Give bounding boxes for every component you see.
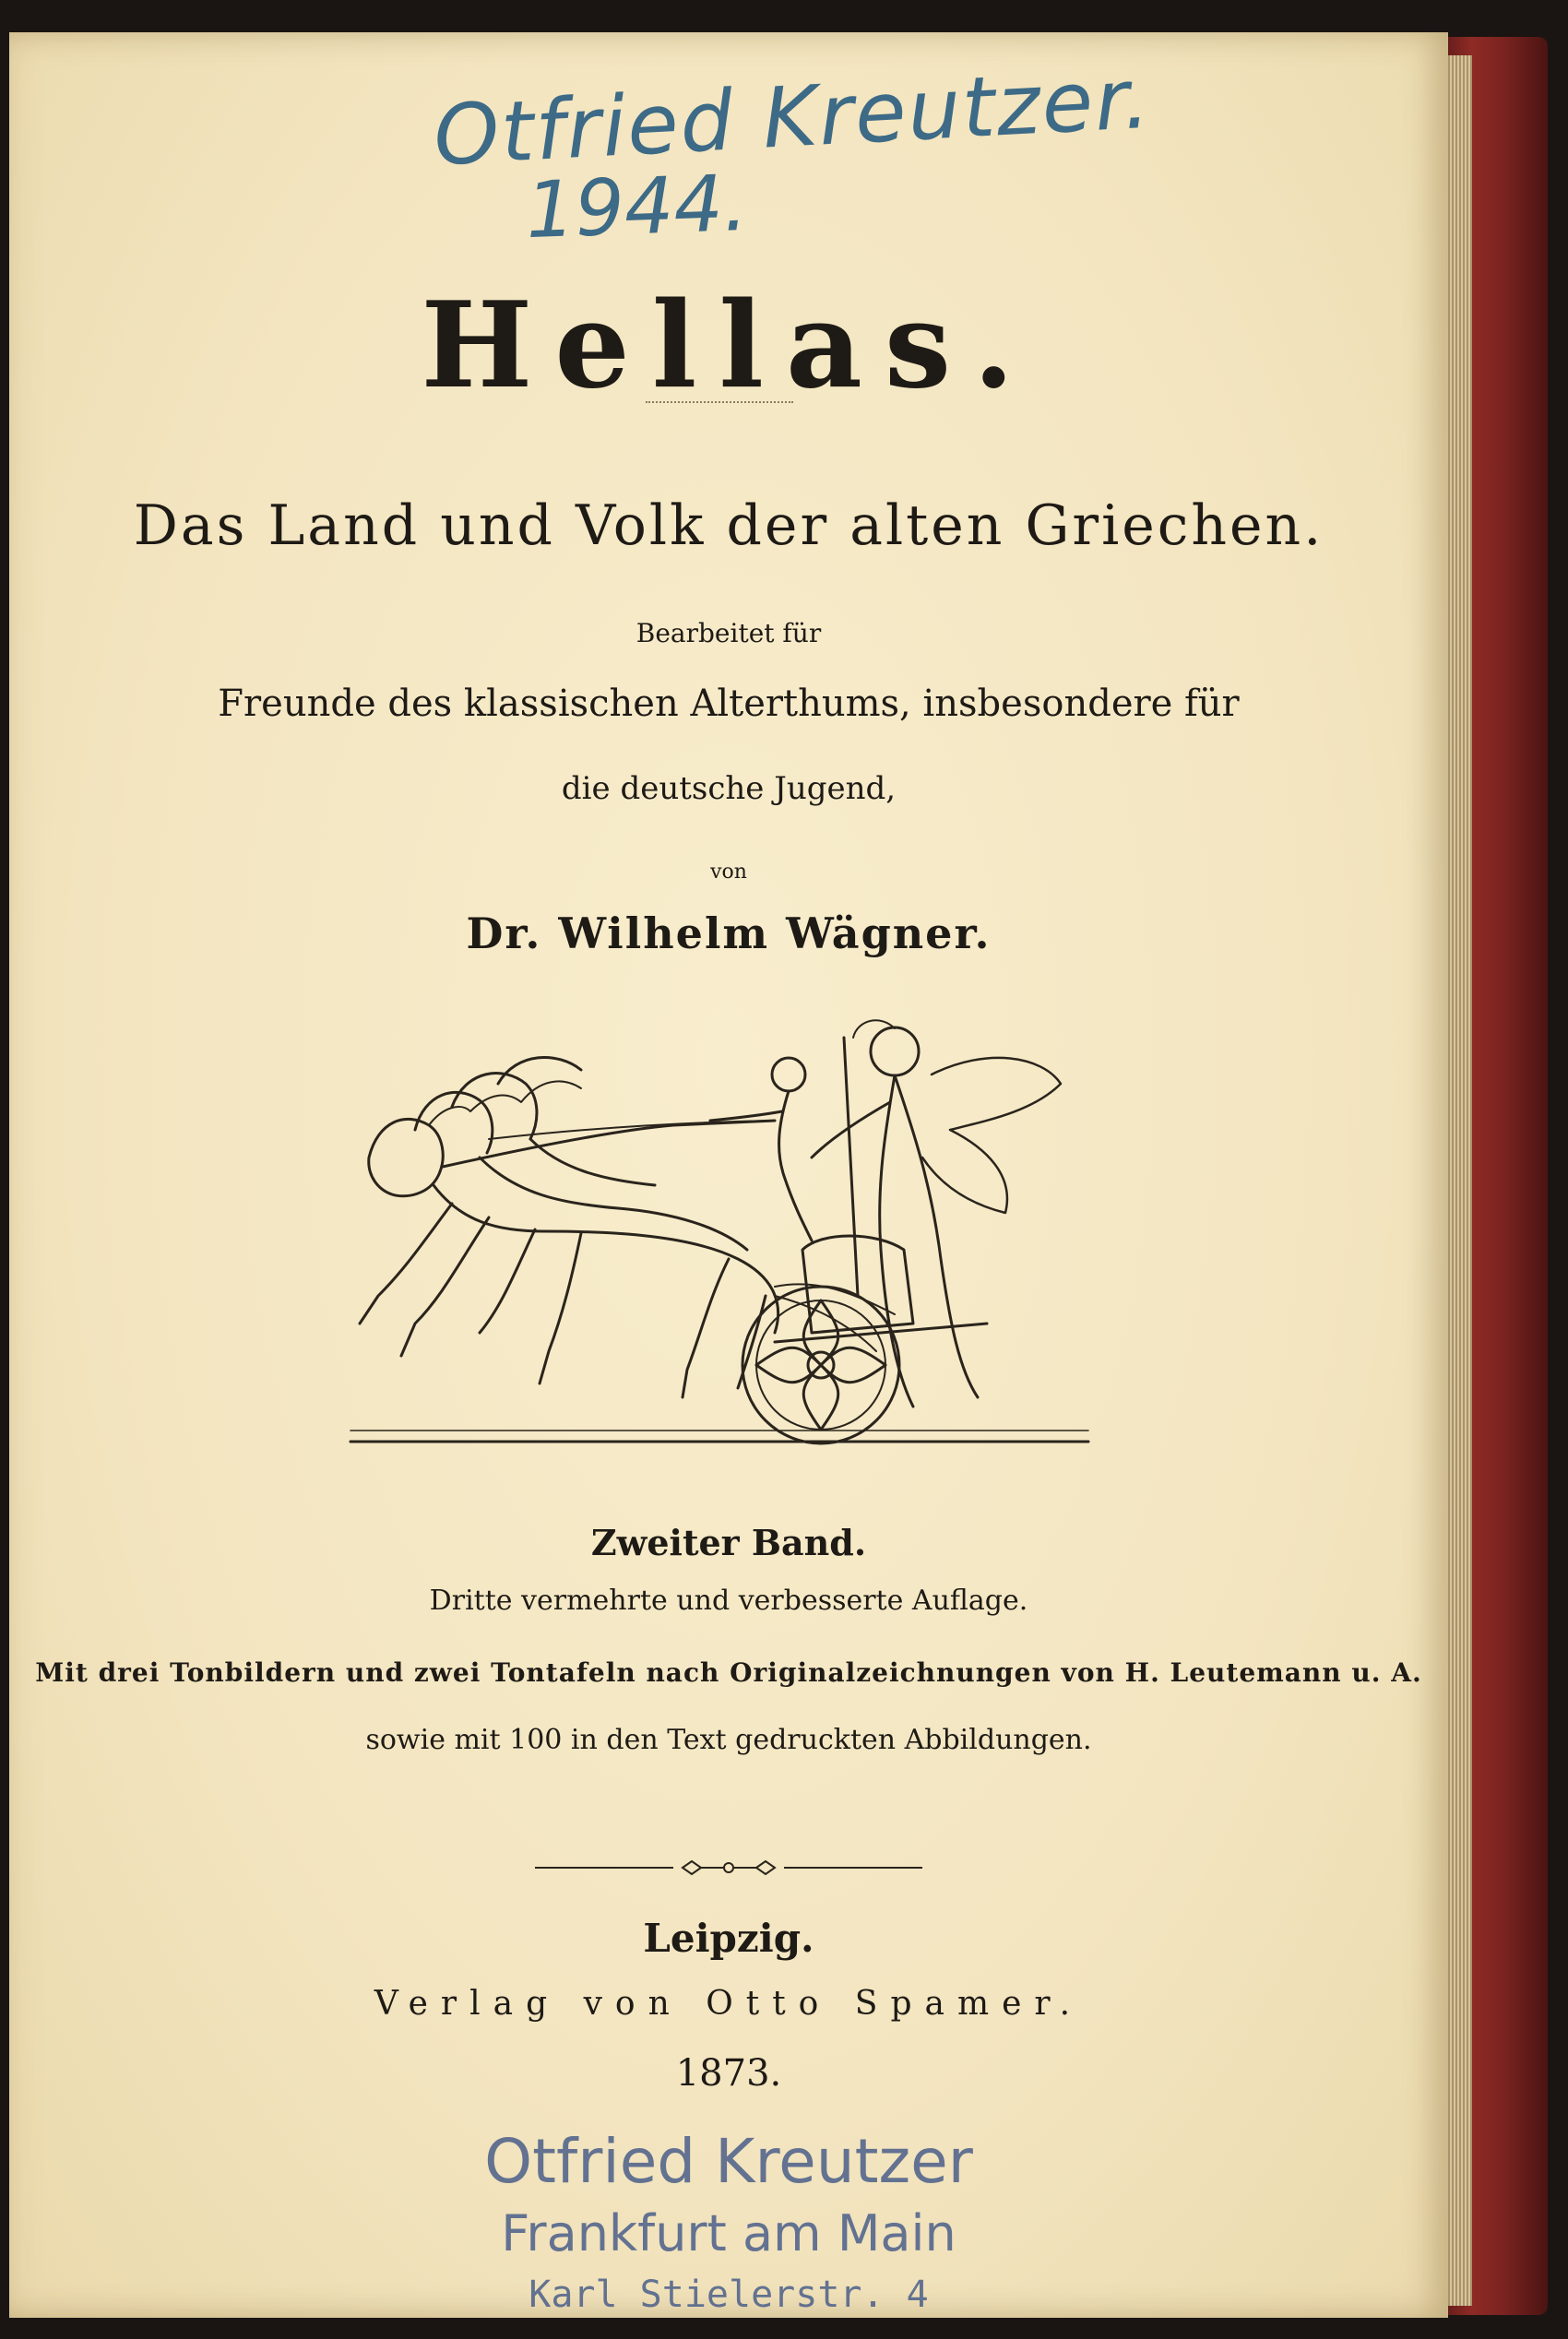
handwritten-owner-name: Otfried Kreutzer. (431, 50, 1154, 185)
title-page (9, 32, 1448, 2318)
handwritten-year: 1944. (524, 157, 750, 256)
text-figures-line: sowie mit 100 in den Text gedruckten Abbildungen. (365, 1724, 1092, 1756)
title-divider (646, 401, 793, 403)
owner-stamp-street: Karl Stielerstr. 4 (529, 2274, 929, 2316)
von-line: von (710, 861, 747, 884)
owner-stamp-name: Otfried Kreutzer (484, 2126, 973, 2197)
publication-year: 1873. (675, 2052, 782, 2095)
publication-city: Leipzig. (643, 1916, 814, 1961)
publisher-line: Verlag von Otto Spamer. (374, 1985, 1084, 2023)
edition-line: Dritte vermehrte und verbesserte Auflage. (429, 1585, 1028, 1617)
book-subtitle: Das Land und Volk der alten Griechen. (133, 493, 1324, 558)
jugend-line: die deutsche Jugend, (561, 770, 897, 807)
illustrations-line: Mit drei Tonbildern und zwei Tontafeln nach Originalzeichnungen von H. Leutemann u. A. (35, 1657, 1422, 1688)
bearbeitet-line: Bearbeitet für (636, 618, 822, 648)
book-title: Hellas. (421, 277, 1037, 415)
owner-stamp-city: Frankfurt am Main (501, 2204, 956, 2262)
freunde-line: Freunde des klassischen Alterthums, insbesondere für (218, 683, 1240, 725)
ornamental-divider (535, 1854, 922, 1882)
volume-label: Zweiter Band. (590, 1522, 867, 1563)
chariot-illustration (341, 1019, 1098, 1462)
author-name: Dr. Wilhelm Wägner. (466, 908, 992, 958)
